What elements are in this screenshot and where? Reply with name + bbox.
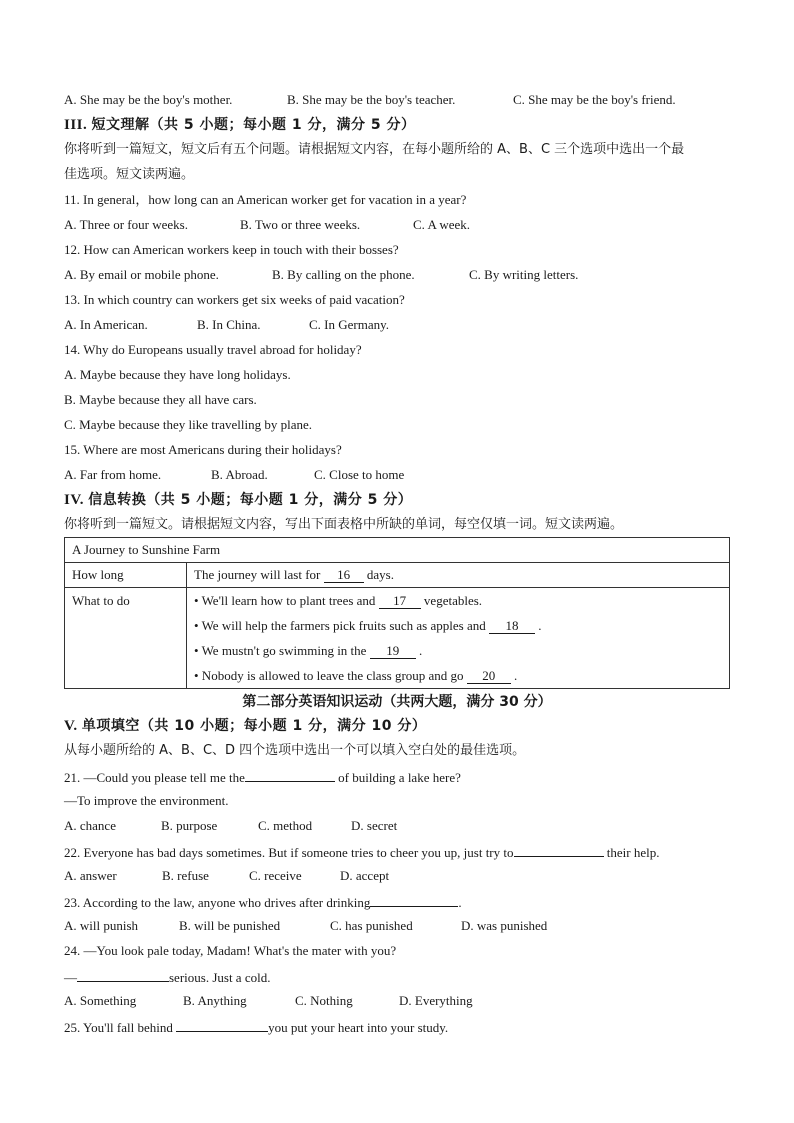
q12-option-a: A. By email or mobile phone. (64, 267, 219, 282)
table-label-how-long: How long (65, 563, 187, 588)
section5-instruction: 从每小题所给的 A、B、C、D 四个选项中选出一个可以填入空白处的最佳选项。 (64, 743, 526, 758)
section4-heading-text: 信息转换（共 5 小题；每小题 1 分，满分 5 分） (88, 492, 413, 508)
blank-23[interactable] (370, 893, 458, 907)
section4-heading (64, 491, 412, 509)
q24-option-a: A. Something (64, 993, 137, 1008)
section4-instruction: 你将听到一篇短文。请根据短文内容，写出下面表格中所缺的单词，每空仅填一词。短文读两遍。 (64, 517, 624, 532)
bullet-2: • We will help the farmers pick fruits such as apples and 18 . (194, 618, 542, 633)
q23-option-d: D. was punished (461, 918, 548, 933)
q12-option-b: B. By calling on the phone. (272, 267, 415, 282)
q22-option-d: D. accept (340, 868, 390, 883)
blank-22[interactable] (514, 843, 604, 857)
question-11: 11. In general，how long can an American worker get for vacation in a year? (64, 192, 467, 207)
section4-heading-num: IV. (64, 492, 84, 508)
question-15: 15. Where are most Americans during their holidays? (64, 442, 342, 457)
section3-instruction-1: 你将听到一篇短文，短文后有五个问题。请根据短文内容，在每小题所给的 A、B、C 三个选项中选出一个最 (64, 142, 685, 157)
q11-option-c: C. A week. (413, 217, 471, 232)
prev-option-c: C. She may be the boy's friend. (513, 92, 676, 107)
q24-option-d: D. Everything (399, 993, 473, 1008)
table-label-what-to-do: What to do (65, 588, 187, 689)
q21-option-c: C. method (258, 818, 313, 833)
question-22: 22. Everyone has bad days sometimes. But if someone tries to cheer you up, just try to their help. (64, 845, 660, 860)
q11-option-a: A. Three or four weeks. (64, 217, 188, 232)
q15-option-b: B. Abroad. (211, 467, 268, 482)
question-14: 14. Why do Europeans usually travel abroad for holiday? (64, 342, 362, 357)
blank-24[interactable] (77, 968, 169, 982)
prev-option-b: B. She may be the boy's teacher. (287, 92, 456, 107)
question-25: 25. You'll fall behind you put your heart into your study. (64, 1020, 449, 1035)
q14-option-c: C. Maybe because they like travelling by plane. (64, 417, 313, 432)
prev-option-a: A. She may be the boy's mother. (64, 92, 233, 107)
q21-option-d: D. secret (351, 818, 398, 833)
q15-option-c: C. Close to home (314, 467, 405, 482)
bullet-3: • We mustn't go swimming in the 19 . (194, 643, 423, 658)
table-row-how-long (187, 563, 730, 588)
q14-option-a: A. Maybe because they have long holidays. (64, 367, 291, 382)
q22-option-a: A. answer (64, 868, 117, 883)
q22-option-b: B. refuse (162, 868, 209, 883)
section3-heading (64, 116, 415, 134)
q13-option-c: C. In Germany. (309, 317, 390, 332)
row1-post: days. (366, 567, 394, 582)
q14-option-b: B. Maybe because they all have cars. (64, 392, 257, 407)
blank-21[interactable] (245, 768, 335, 782)
info-table (64, 537, 730, 689)
row1-pre: The journey will last for (194, 567, 321, 582)
q23-option-c: C. has punished (330, 918, 413, 933)
q21-reply: —To improve the environment. (64, 793, 229, 808)
question-23: 23. According to the law, anyone who drives after drinking . (64, 895, 462, 910)
q24-option-c: C. Nothing (295, 993, 353, 1008)
q24-reply: — serious. Just a cold. (64, 970, 271, 985)
q23-option-a: A. will punish (64, 918, 139, 933)
question-12: 12. How can American workers keep in touch with their bosses? (64, 242, 399, 257)
q23-option-b: B. will be punished (179, 918, 281, 933)
q13-option-b: B. In China. (197, 317, 261, 332)
q21-option-b: B. purpose (161, 818, 218, 833)
q15-option-a: A. Far from home. (64, 467, 162, 482)
q21-option-a: A. chance (64, 818, 116, 833)
q22-option-c: C. receive (249, 868, 302, 883)
q12-option-c: C. By writing letters. (469, 267, 579, 282)
table-title: A Journey to Sunshine Farm (65, 538, 730, 563)
bullet-1: • We'll learn how to plant trees and 17 vegetables. (194, 593, 483, 608)
part2-title: 第二部分英语知识运动（共两大题，满分 30 分） (242, 694, 552, 710)
section5-heading (64, 717, 426, 735)
section3-heading-num: III. (64, 117, 88, 133)
section3-instruction-2: 佳选项。短文读两遍。 (64, 167, 195, 182)
blank-20[interactable]: 20 (467, 669, 511, 684)
blank-25[interactable] (176, 1018, 268, 1032)
blank-18[interactable]: 18 (489, 619, 535, 634)
blank-19[interactable]: 19 (370, 644, 416, 659)
bullet-4: • Nobody is allowed to leave the class group and go 20 . (194, 668, 518, 683)
section5-heading-num: V. (64, 718, 78, 734)
q13-option-a: A. In American. (64, 317, 148, 332)
question-13: 13. In which country can workers get six weeks of paid vacation? (64, 292, 405, 307)
question-24: 24. —You look pale today, Madam! What's the mater with you? (64, 943, 397, 958)
q11-option-b: B. Two or three weeks. (240, 217, 361, 232)
section3-heading-text: 短文理解（共 5 小题；每小题 1 分，满分 5 分） (91, 117, 416, 133)
q24-option-b: B. Anything (183, 993, 247, 1008)
question-21: 21. —Could you please tell me the of building a lake here? (64, 770, 461, 785)
section5-heading-text: 单项填空（共 10 小题；每小题 1 分，满分 10 分） (81, 718, 427, 734)
blank-17[interactable]: 17 (379, 594, 421, 609)
table-row-what-to-do (187, 588, 730, 689)
blank-16[interactable]: 16 (324, 568, 364, 583)
